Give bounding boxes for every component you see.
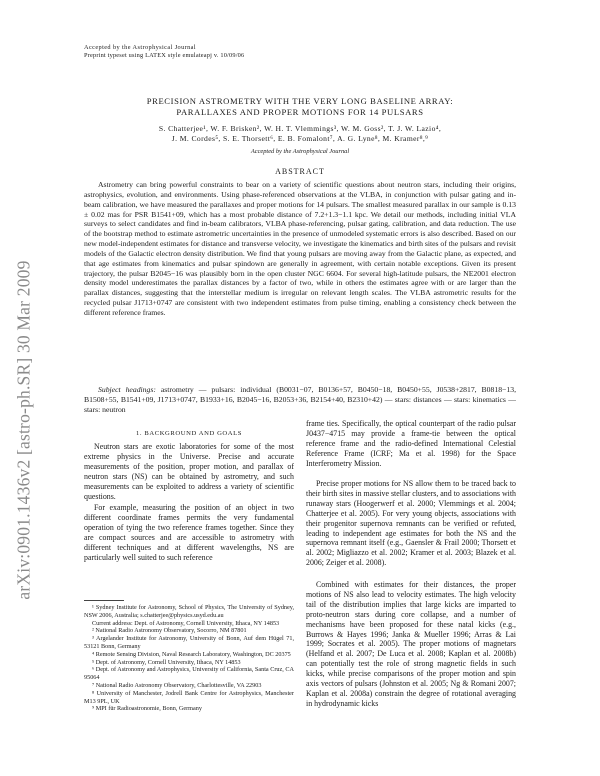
title-block xyxy=(84,96,516,155)
preprint-header: Preprint typeset using LATEX style emulateapj v. 10/09/06 xyxy=(84,52,245,59)
footnote: ⁹ MPI für Radioastronomie, Bonn, Germany xyxy=(92,705,202,713)
arxiv-identifier: arXiv:0901.1436v2 [astro-ph.SR] 30 Mar 2009 xyxy=(13,260,34,600)
section-heading: 1. BACKGROUND AND GOALS xyxy=(135,430,243,437)
authors xyxy=(84,124,516,144)
footnote: Current address: Dept. of Astronomy, Cornell University, Ithaca, NY 14853 xyxy=(92,619,280,627)
right-paragraph-1: frame ties. Specifically, the optical counterpart of the radio pulsar J0437−4715 may provide a frame-tie between the optical reference frame and the radio-defined International Celestial Reference Frame (ICRF; Ma et al. 1998) for the Space Interferometry Mission. xyxy=(306,419,516,468)
paper-title-line-2: PARALLAXES AND PROPER MOTIONS FOR 14 PULSARS xyxy=(176,107,424,117)
right-paragraph-3: Combined with estimates for their distances, the proper motions of NS also lead to velocity estimates. The high velocity tail of the distribution implies that large kicks are imparted to proto-neutron stars during core collapse, and a number of mechanisms have been proposed for these natal kicks (e.g., Burrows & Hayes 1996; Janka & Mueller 1996; Arras & Lai 1999; Socrates et al. 2005). The proper motions of magnetars (Helfand et al. 2007; De Luca et al. 2008; Kaplan et al. 2008b) can potentially test the role of strong magnetic fields in such kicks, while precise comparisons of the proper motion and spin axis vectors of pulsars (Johnston et al. 2005; Ng & Romani 2007; Kaplan et al. 2008a) constrain the degree of rotational averaging in hydrodynamic kicks xyxy=(306,580,516,708)
abstract-text: Astrometry can bring powerful constraints to bear on a variety of scientific questions about neutron stars, including their origins, astrophysics, evolution, and environments. Using phase-referenced observations at the VLBA, in conjunction with pulsar gating and in-beam calibration, we have measured the parallaxes and proper motions for 14 pulsars. The smallest measured parallax in our sample is 0.13 ± 0.02 mas for PSR B1541+09, which has a most probable distance of 7.2+1.3−1.1 kpc. We detail our methods, including initial VLA surveys to select candidates and find in-beam calibrators, VLBA phase-referencing, pulsar gating, calibration, and data reduction. The use of the bootstrap method to estimate astrometric uncertainties in the presence of unmodeled systematic errors is also described. Based on our new model-independent estimates for distance and transverse velocity, we investigate the kinematics and birth sites of the pulsars and revisit models of the Galactic electron density distribution. We find that young pulsars are moving away from the Galactic plane, as expected, and that age estimates from kinematics and pulsar spindown are generally in agreement, with certain notable exceptions. Given its present trajectory, the pulsar B2045−16 was plausibly born in the open cluster NGC 6604. For several high-latitude pulsars, the NE2001 electron density model underestimates the parallax distances by a factor of two, while in others the estimates agree with or are larger than the parallax distances, suggesting that the interstellar medium is irregular on relevant length scales. The VLBA astrometric results for the recycled pulsar J1713+0747 are consistent with two independent estimates from pulse timing, enabling a consistency check between the different reference frames. xyxy=(84,180,517,317)
footnote: ⁷ National Radio Astronomy Observatory, Charlottesville, VA 22903 xyxy=(92,681,262,689)
footnote: ³ Argelander Institute for Astronomy, University of Bonn, Auf dem Hügel 71, 53121 Bonn, Germany xyxy=(84,635,294,650)
footnote: ⁴ Remote Sensing Division, Naval Research Laboratory, Washington, DC 20375 xyxy=(92,650,291,658)
accepted-header: Accepted by the Astrophysical Journal xyxy=(84,44,197,51)
left-paragraph-2: For example, measuring the position of an object in two different coordinate frames permits the very fundamental operation of tying the two reference frames together. Since they are compact sources and are accessible to astrometry with different techniques and at different wavelengths, NS are particularly well suited to such reference xyxy=(84,503,294,562)
right-paragraph-2: Precise proper motions for NS allow them to be traced back to their birth sites in massive stellar clusters, and to associations with runaway stars (Hoogerwerf et al. 2000; Vlemmings et al. 2004; Chatterjee et al. 2005). For very young objects, associations with their progenitor supernova remnants can be verified or refuted, leading to independent age estimates for both the NS and the supernova remnant itself (e.g., Gaensler & Frail 2000; Thorsett et al. 2002; Migliazzo et al. 2002; Kramer et al. 2003; Blazek et al. 2006; Zeiger et al. 2008). xyxy=(306,479,516,568)
footnote: ¹ Sydney Institute for Astronomy, School of Physics, The University of Sydney, NSW 2006, Australia; s.chatterjee@physics.usyd.edu.au xyxy=(84,604,294,619)
abstract-heading: ABSTRACT xyxy=(275,167,325,176)
paper-title-line-1: PRECISION ASTROMETRY WITH THE VERY LONG BASELINE ARRAY: xyxy=(146,96,454,106)
footnote: ⁸ University of Manchester, Jodrell Bank Centre for Astrophysics, Manchester M13 9PL, UK xyxy=(84,689,294,705)
footnote-rule xyxy=(84,600,124,601)
subject-label: Subject headings: xyxy=(98,385,156,394)
footnotes xyxy=(84,604,294,713)
footnote: ⁵ Dept. of Astronomy, Cornell University, Ithaca, NY 14853 xyxy=(92,658,241,666)
subject-text: astrometry — pulsars: individual (B0031−07, B0136+57, B0450−18, B0450+55, J0538+2817, B0818−13, B1508+55, B1541+09, J1713+0747, B1933+16, B2045−16, B2053+36, B2154+40, B2310+42) — stars: distances — stars: kinematics — stars: neutron xyxy=(84,385,517,414)
left-paragraph-1: Neutron stars are exotic laboratories for some of the most extreme physics in the Universe. Precise and accurate measurements of the position, proper motion, and parallax of neutron stars (NS) can be obtained by astrometry, and such measurements can be exploited to address a variety of scientific questions. xyxy=(84,442,294,501)
footnote: ⁶ Dept. of Astronomy and Astrophysics, University of California, Santa Cruz, CA 95064 xyxy=(84,666,294,682)
authors-line-1: S. Chatterjee¹, W. F. Brisken², W. H. T. Vlemmings³, W. M. Goss², T. J. W. Lazio⁴, xyxy=(158,124,442,133)
arxiv-stamp xyxy=(4,250,44,610)
accepted-journal: Accepted by the Astrophysical Journal xyxy=(250,148,350,155)
subject-headings xyxy=(84,385,516,415)
footnote: ² National Radio Astronomy Observatory, Socorro, NM 87801 xyxy=(92,627,247,635)
authors-line-2: J. M. Cordes⁵, S. E. Thorsett⁶, E. B. Fomalont⁷, A. G. Lyne⁸, M. Kramer⁸,⁹ xyxy=(171,134,429,143)
